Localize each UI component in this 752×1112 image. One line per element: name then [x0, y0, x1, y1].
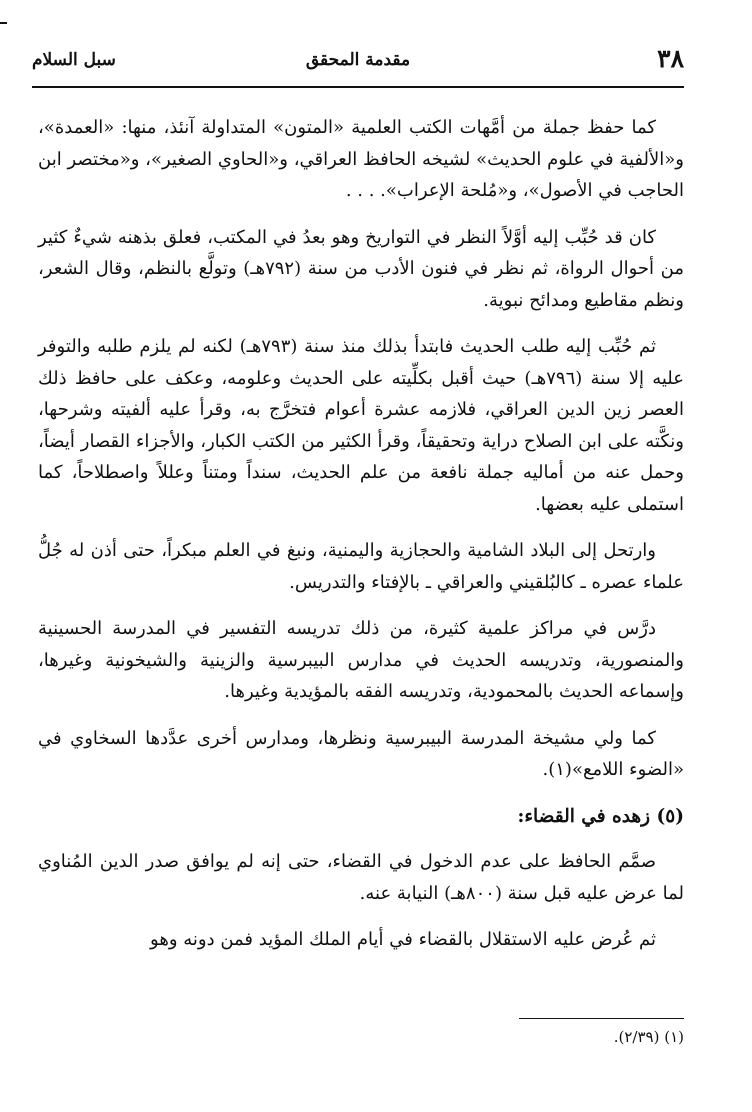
paragraph-history-literature: كان قد حُبِّب إليه أوَّلاً النظر في التواريخ وهو بعدُ في المكتب، فعلق بذهنه شيءٌ كثير من أحوال الرواة، ثم نظر في فنون الأدب من سنة (٧٩٢هـ) وتولَّع بالنظم، وقال الشعر، ونظم مقاطيع ومدائح نبوية. — [38, 226, 684, 311]
footnote-divider — [519, 1018, 684, 1019]
paragraph-posts: كما ولي مشيخة المدرسة البيبرسية ونظرها، ومدارس أخرى عدَّدها السخاوي في «الضوء اللامع»(١). — [38, 727, 684, 780]
paragraph-offer: ثم عُرض عليه الاستقلال بالقضاء في أيام الملك المؤيد فمن دونه وهو — [150, 929, 656, 950]
section-heading: (٥) زهده في القضاء: — [517, 805, 684, 827]
main-text — [38, 112, 684, 971]
margin-mark — [0, 22, 7, 24]
paragraph-hadith-study: ثم حُبِّب إليه طلب الحديث فابتدأ بذلك منذ سنة (٧٩٣هـ) لكنه لم يلزم طلبه والتوفر عليه إلا سنة (٧٩٦هـ) حيث أقبل بكلِّيته على الحديث وعلومه، وعكف على حافظ ذلك العصر زين الدين العراقي، فلازمه عشرة أعوام فتخرَّج به، وقرأ عليه ألفيته وشرحها، ونكَّته على ابن الصلاح دراية وتحقيقاً، وقرأ الكثير من الكتب الكبار، والأجزاء القصار أيضاً، وحمل عنه من أماليه جملة نافعة من علم الحديث، سنداً ومتناً وعللاً واصطلاحاً، كما استملى عليه بعضها. — [38, 336, 684, 515]
running-book-title: سبل السلام — [32, 50, 116, 70]
page-number: ٣٨ — [657, 44, 684, 73]
paragraph-refusal: صمَّم الحافظ على عدم الدخول في القضاء، حتى إنه لم يوافق صدر الدين المُناوي لما عرض عليه قبل سنة (٨٠٠هـ) النيابة عنه. — [38, 851, 684, 904]
footnote: (١) (٢/٣٩). — [613, 1028, 684, 1046]
header-divider — [32, 86, 684, 88]
paragraph-memorized-texts: كما حفظ جملة من أمَّهات الكتب العلمية «المتون» المتداولة آنئذ، منها: «العمدة»، و«الألفية في علوم الحديث» لشيخه الحافظ العراقي، و«الحاوي الصغير»، و«مختصر ابن الحاجب في الأصول»، و«مُلحة الإعراب». . . . — [38, 117, 684, 201]
paragraph-teaching: درَّس في مراكز علمية كثيرة، من ذلك تدريسه التفسير في المدرسة الحسينية والمنصورية، وتدريسه الحديث في مدارس البيبرسية والزينية والشيخونية وغيرها، وإسماعه الحديث بالمحمودية، وتدريسه الفقه بالمؤيدية وغيرها. — [38, 618, 684, 702]
paragraph-travels: وارتحل إلى البلاد الشامية والحجازية واليمنية، ونبغ في العلم مبكراً، حتى أذن له جُلُّ علماء عصره ـ كالبُلقيني والعراقي ـ بالإفتاء والتدريس. — [38, 540, 684, 593]
running-section-title: مقدمة المحقق — [305, 50, 411, 70]
page-header — [32, 46, 684, 80]
